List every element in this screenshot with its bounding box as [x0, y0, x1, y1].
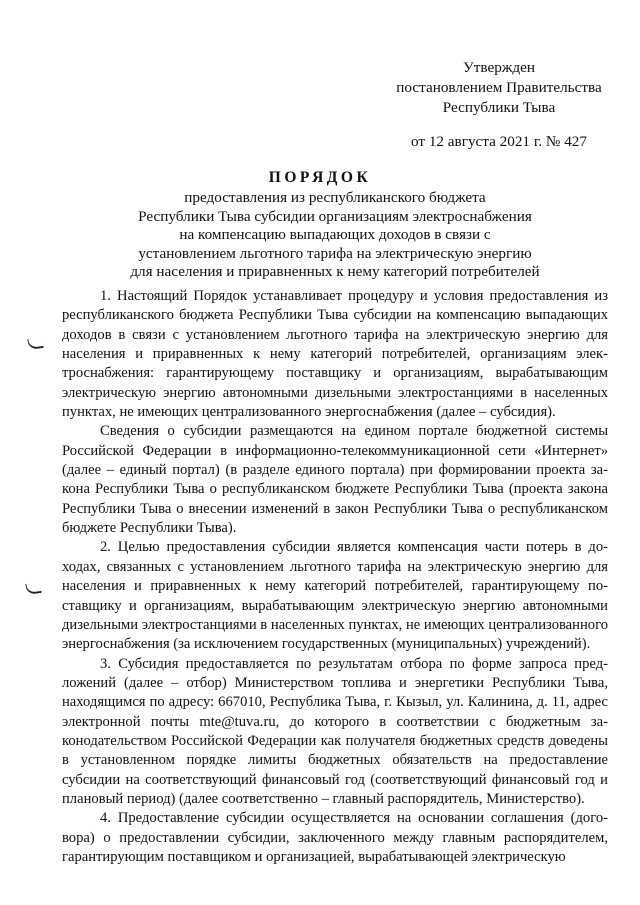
- margin-scan-mark: [27, 337, 43, 350]
- paragraph-3: 3. Субсидия предоставляется по результатам отбора по форме запроса предложений (далее – отбор) Министерством топлива и энергетики Республики Тыва, находящимся по адресу: 667010, Республика Тыва, г. Кызыл, ул. Калинина, д. 11, адрес электронной почты mte@tuva.ru, до которого в соответствии с бюджетным законодательством Российской Федерации как получателя бюджетных средств доведены в установленном порядке лимиты бюджетных обязательств на предоставление субсидии на соответствующий финансовый год (соответствующий финансовый год и плановый период) (далее соответственно – главный распорядитель, Министерство).: [62, 655, 608, 807]
- paragraph-1: 1. Настоящий Порядок устанавливает процедуру и условия предоставления из республиканского бюджета Республики Тыва субсидии на компенсацию выпадающих доходов в связи с установлением льготного тарифа на электрическую энергию для населения и приравненных к нему категорий потребителей, организациям электроснабжения: гарантирующему поставщику и организациям, вырабатывающим электрическую энергию автономными дизельными электростанциями в населенных пунктах, не имеющих централизованного энергоснабжения (далее – субсидия).: [62, 288, 608, 421]
- document-title: ПОРЯДОК: [268, 169, 372, 186]
- paragraph-1-info: Сведения о субсидии размещаются на едином портале бюджетной системы Российской Федерации в информационно-телекоммуникационной сети «Интернет» (далее – единый портал) (в разделе единого портала) при формировании проекта закона Республики Тыва о республиканском бюджете Республики Тыва (проекта закона Республики Тыва о внесении изменений в закон Республики Тыва о республиканском бюджете Республики Тыва).: [62, 423, 608, 537]
- subtitle-line: предоставления из республиканского бюджета: [184, 189, 486, 206]
- subtitle-line: Республики Тыва субсидии организациям электроснабжения: [138, 207, 532, 225]
- subtitle-line: на компенсацию выпадающих доходов в связи с: [179, 226, 491, 244]
- approval-line-2: постановлением Правительства: [396, 79, 602, 96]
- approval-line-1: Утвержден: [463, 59, 535, 76]
- approval-date: от 12 августа 2021 г. № 427: [411, 133, 587, 150]
- approval-block: [384, 58, 614, 152]
- subtitle-line: установлением льготного тарифа на электрическую энергию: [138, 244, 532, 262]
- paragraph-2: 2. Целью предоставления субсидии является компенсация части потерь в доходах, связанных с установлением льготного тарифа на электрическую энергию для населения и приравненных к нему категорий потребителей, гарантирующему поставщику и организациям, вырабатывающим электрическую энергию автономными дизельными электростанциями в населенных пунктах, не имеющих централизованного энергоснабжения (за исключением государственных (муниципальных) учреждений).: [62, 539, 608, 653]
- approval-line-3: Республики Тыва: [442, 99, 556, 116]
- subtitle-line: для населения и приравненных к нему категорий потребителей: [130, 263, 540, 281]
- paragraph-4: 4. Предоставление субсидии осуществляется на основании соглашения (договора) о предоставлении субсидии, заключенного между главным распорядителем, гарантирующим поставщиком и организацией, вырабатывающей электрическую: [62, 810, 608, 865]
- document-subtitle: [100, 189, 570, 282]
- document-body: [62, 287, 608, 867]
- margin-scan-mark: [25, 582, 41, 595]
